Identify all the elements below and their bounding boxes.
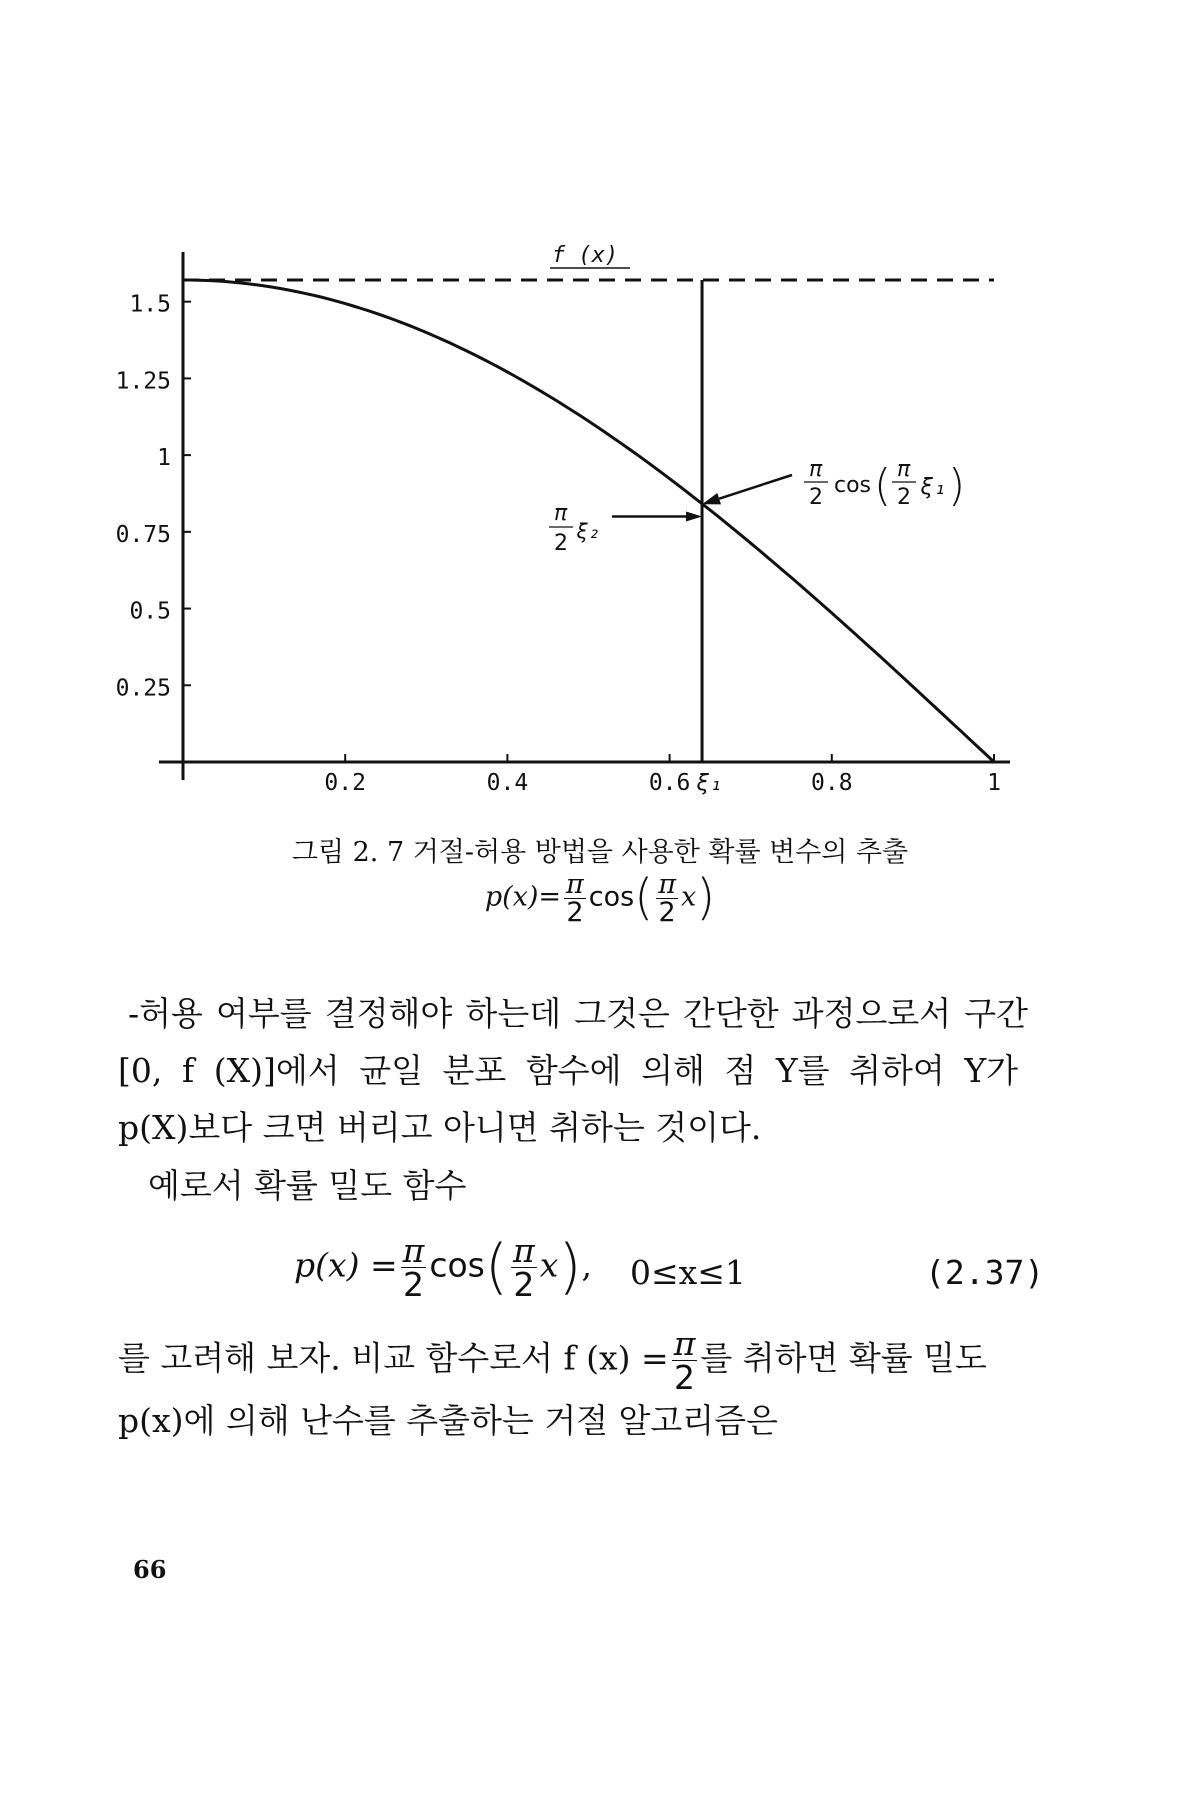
y-tick-label: 1 bbox=[157, 445, 171, 472]
cos-annotation bbox=[804, 457, 965, 511]
caption-formula-rparen: ) bbox=[696, 870, 716, 926]
xi2-annotation-two: 2 bbox=[554, 531, 568, 556]
equation-formula bbox=[294, 1233, 592, 1302]
cos-annotation-arg-two: 2 bbox=[897, 485, 911, 510]
function-label: f (x) bbox=[551, 243, 619, 268]
equation-arg-var: x bbox=[539, 1245, 559, 1285]
x-tick-label: 0.4 bbox=[486, 770, 529, 796]
cos-arrowhead bbox=[702, 493, 721, 504]
figure-caption: 그림 2. 7 거절-허용 방법을 사용한 확률 변수의 추출 bbox=[291, 837, 909, 868]
cos-annotation-arg-pi: π bbox=[897, 457, 911, 482]
cos-annotation-two: 2 bbox=[809, 485, 823, 510]
cos-annotation-arg-var: ξ₁ bbox=[920, 475, 947, 500]
caption-formula-arg-var: x bbox=[680, 881, 697, 913]
equation-arg-pi: π bbox=[513, 1231, 535, 1270]
xi2-annotation-var: ξ₂ bbox=[576, 519, 601, 543]
caption-formula-arg-fraction bbox=[656, 868, 678, 928]
caption-formula-arg-two: 2 bbox=[658, 896, 676, 928]
caption-formula-func: cos bbox=[588, 881, 635, 913]
page-number: 66 bbox=[133, 1555, 167, 1584]
y-tick-label: 1.5 bbox=[129, 291, 171, 318]
annotations bbox=[549, 243, 965, 796]
body-line-2: [0, f (X)]에서 균일 분포 함수에 의해 점 Y를 취하여 Y가 bbox=[118, 1051, 1018, 1090]
xi2-arrowhead bbox=[686, 512, 702, 522]
equation-lhs: p(x) = bbox=[294, 1245, 398, 1285]
caption-formula-lparen: ( bbox=[634, 870, 654, 926]
xi2-annotation bbox=[549, 501, 600, 556]
caption-formula bbox=[0, 870, 1200, 926]
equation-range: 0≤x≤1 bbox=[630, 1253, 746, 1292]
x-tick-label: 0.6 bbox=[648, 770, 691, 796]
equation-pi: π bbox=[402, 1231, 425, 1270]
equation-2-37 bbox=[0, 1215, 1200, 1325]
y-tick-label: 0.5 bbox=[129, 598, 171, 625]
body-line-6-fraction bbox=[672, 1324, 698, 1397]
rejection-sampling-figure bbox=[0, 0, 1200, 800]
equation-comma: , bbox=[581, 1245, 593, 1285]
body-line-4: 예로서 확률 밀도 함수 bbox=[148, 1166, 467, 1205]
equation-fraction bbox=[401, 1231, 427, 1304]
body-line-6 bbox=[118, 1324, 987, 1397]
equation-arg-fraction bbox=[511, 1231, 537, 1304]
equation-number: (2.37) bbox=[925, 1253, 1045, 1292]
body-line-1: -허용 여부를 결정해야 하는데 그것은 간단한 과정으로서 구간 bbox=[128, 994, 1028, 1033]
cos-annotation-pi: π bbox=[809, 457, 823, 482]
caption-formula-fraction bbox=[564, 868, 586, 928]
x-tick-label: 0.2 bbox=[324, 770, 366, 796]
equation-lparen: ( bbox=[484, 1233, 509, 1302]
caption-formula-pi: π bbox=[566, 868, 584, 900]
body-line-6-pi: π bbox=[673, 1324, 696, 1363]
x-tick-label: 0.8 bbox=[811, 770, 853, 796]
equation-func: cos bbox=[429, 1245, 485, 1285]
equation-arg-two: 2 bbox=[513, 1265, 535, 1304]
caption-formula-two: 2 bbox=[566, 896, 584, 928]
body-line-6-before: 를 고려해 보자. 비교 함수로서 f (x) = bbox=[118, 1338, 669, 1378]
y-tick-label: 1.25 bbox=[115, 368, 171, 395]
cos-arrow-shaft bbox=[719, 475, 792, 499]
cos-annotation-lparen: ( bbox=[874, 460, 892, 511]
caption-formula-arg-pi: π bbox=[658, 868, 676, 900]
xi2-annotation-pi: π bbox=[554, 501, 568, 526]
cos-annotation-func: cos bbox=[834, 473, 872, 498]
body-line-7: p(x)에 의해 난수를 추출하는 거절 알고리즘은 bbox=[118, 1401, 778, 1440]
caption-formula-lhs: p(x)= bbox=[484, 881, 562, 913]
cos-annotation-rparen: ) bbox=[948, 460, 966, 511]
equation-two: 2 bbox=[402, 1265, 424, 1304]
y-tick-label: 0.25 bbox=[115, 675, 171, 702]
body-line-6-two: 2 bbox=[674, 1358, 696, 1397]
xi1-tick-label: ξ₁ bbox=[696, 771, 723, 796]
body-line-3: p(X)보다 크면 버리고 아니면 취하는 것이다. bbox=[118, 1108, 762, 1147]
equation-rparen: ) bbox=[558, 1233, 582, 1302]
x-tick-label: 1 bbox=[987, 770, 1001, 796]
y-tick-label: 0.75 bbox=[115, 521, 171, 548]
body-line-6-after: 를 취하면 확률 밀도 bbox=[700, 1338, 987, 1378]
